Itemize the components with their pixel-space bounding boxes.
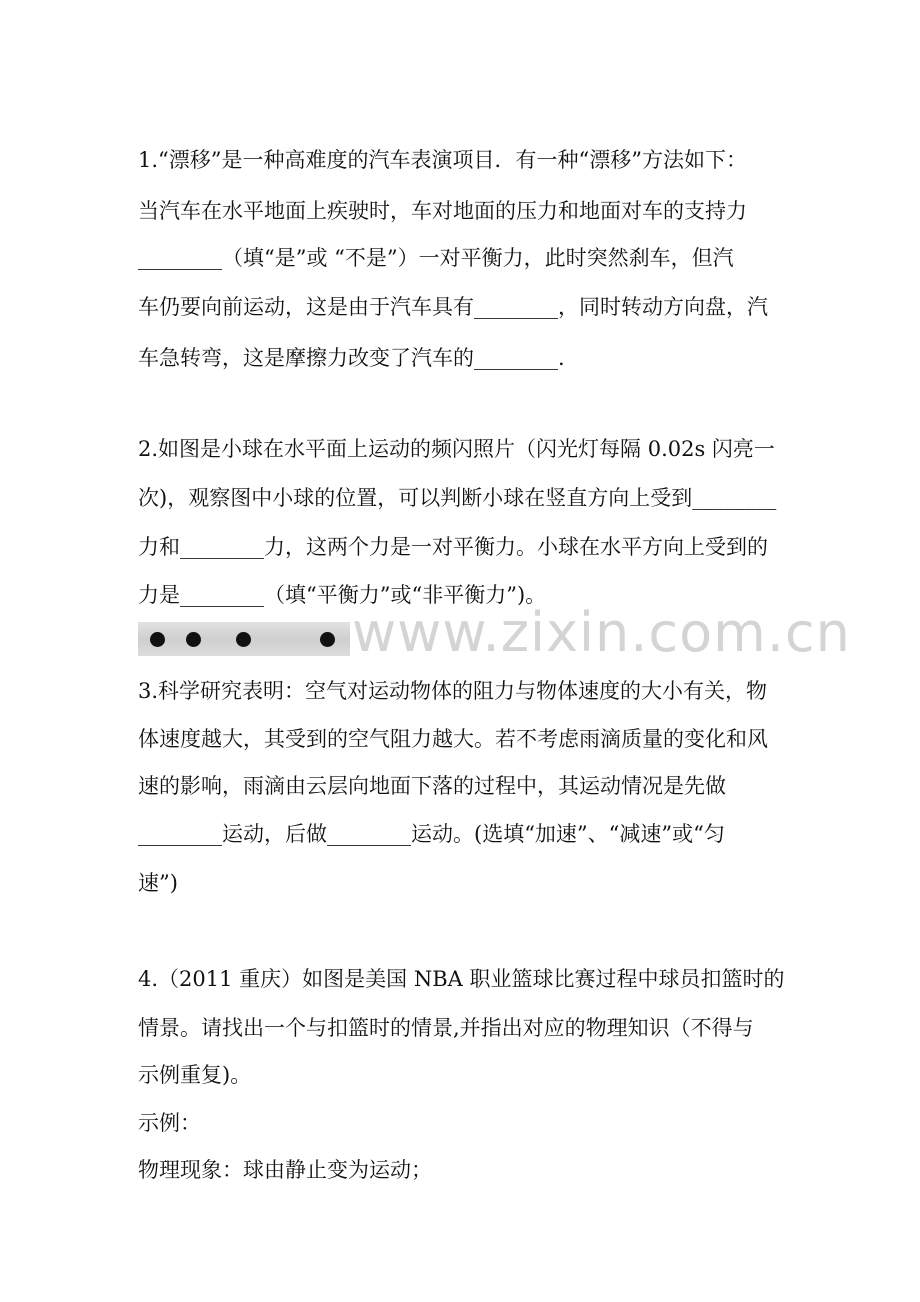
q4-line-3: 示例重复)。 xyxy=(138,1063,252,1087)
strobe-photo xyxy=(138,622,350,656)
ball-3 xyxy=(236,632,251,647)
q1-line-5: 车急转弯，这是摩擦力改变了汽车的________. xyxy=(138,346,565,370)
q2-line-2: 次)，观察图中小球的位置，可以判断小球在竖直方向上受到________ xyxy=(138,486,777,510)
watermark: www.zixin.com.cn xyxy=(352,601,851,664)
q1-line-2: 当汽车在水平地面上疾驶时，车对地面的压力和地面对车的支持力 xyxy=(138,199,747,223)
q2-line-1: 2.如图是小球在水平面上运动的频闪照片（闪光灯每隔 0.02s 闪亮一 xyxy=(138,437,775,461)
q4-line-5: 物理现象：球由静止变为运动； xyxy=(138,1158,432,1182)
q1-line-3: ________（填“是”或 “不是”）一对平衡力，此时突然刹车，但汽 xyxy=(138,246,734,270)
q2-line-3: 力和________力，这两个力是一对平衡力。小球在水平方向上受到的 xyxy=(138,535,768,559)
q1-line-4: 车仍要向前运动，这是由于汽车具有________，同时转动方向盘，汽 xyxy=(138,295,768,319)
q3-line-1: 3.科学研究表明：空气对运动物体的阻力与物体速度的大小有关，物 xyxy=(138,679,768,703)
q4-line-2: 情景。请找出一个与扣篮时的情景,并指出对应的物理知识（不得与 xyxy=(138,1016,754,1040)
ball-2 xyxy=(186,632,201,647)
q1-line-1: 1.“漂移”是一种高难度的汽车表演项目．有一种“漂移”方法如下： xyxy=(138,148,747,172)
q3-line-5: 速”) xyxy=(138,871,178,895)
q3-line-3: 速的影响，雨滴由云层向地面下落的过程中，其运动情况是先做 xyxy=(138,774,726,798)
ball-1 xyxy=(150,632,165,647)
q4-line-4: 示例： xyxy=(138,1111,201,1135)
q3-line-4: ________运动，后做________运动。(选填“加速”、“减速”或“匀 xyxy=(138,822,725,846)
q3-line-2: 体速度越大，其受到的空气阻力越大。若不考虑雨滴质量的变化和风 xyxy=(138,727,768,751)
q4-line-1: 4.（2011 重庆）如图是美国 NBA 职业篮球比赛过程中球员扣篮时的 xyxy=(138,967,785,991)
q2-line-4: 力是________（填“平衡力”或“非平衡力”)。 xyxy=(138,583,547,607)
ball-4 xyxy=(320,632,335,647)
